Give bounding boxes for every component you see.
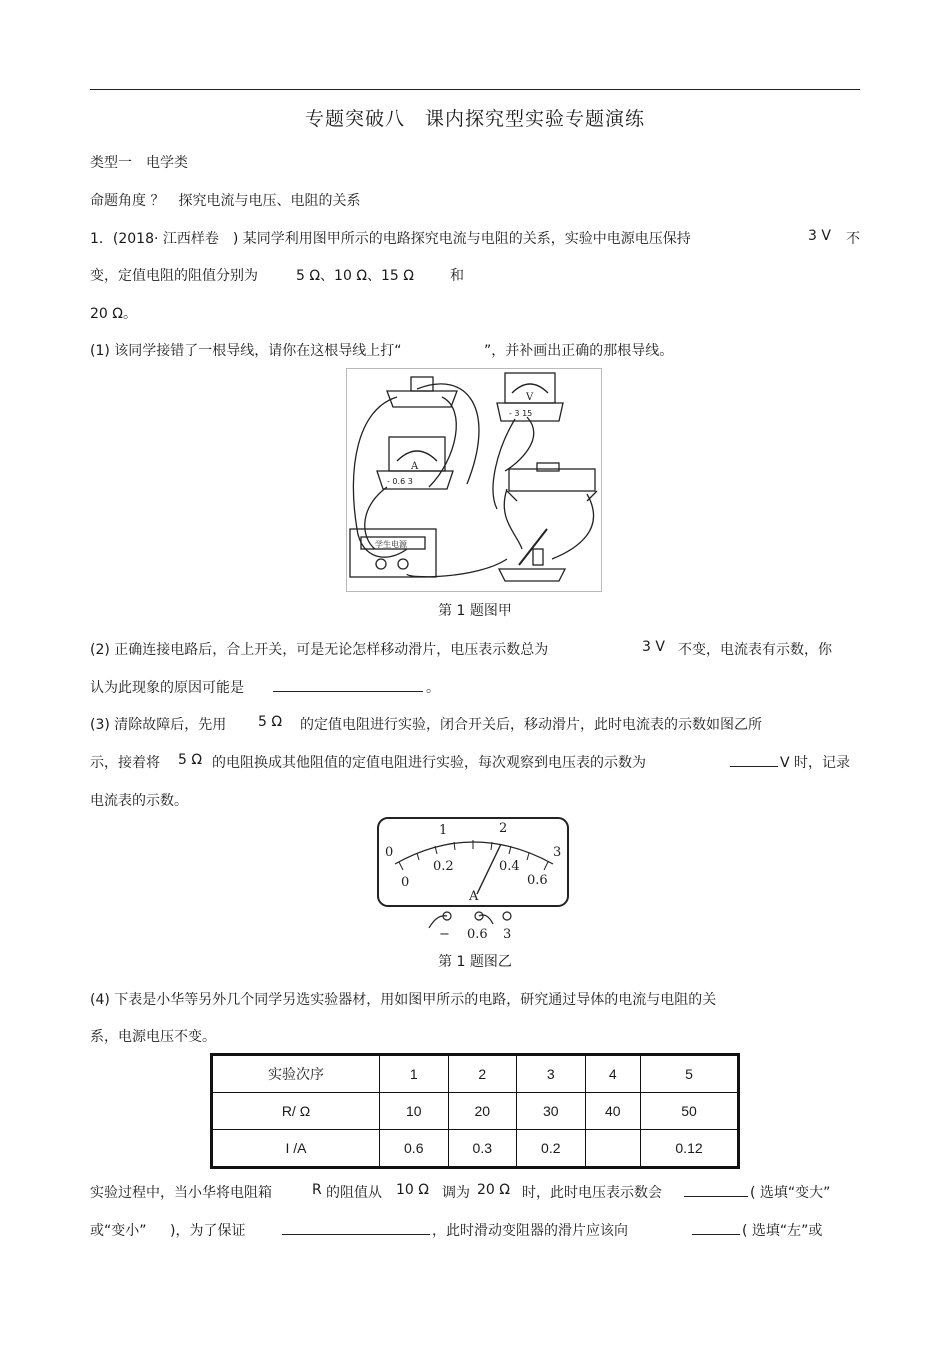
after-to: 20 Ω — [477, 1182, 510, 1198]
after-from: 10 Ω — [396, 1182, 429, 1198]
after-f: 或“变小” — [90, 1223, 147, 1239]
table-row — [212, 1093, 739, 1130]
header-rule — [90, 89, 860, 90]
answer-blank-direction[interactable] — [692, 1220, 740, 1235]
voltmeter-terminals: - 3 15 — [509, 409, 533, 418]
table-cell: 0.6 — [380, 1130, 449, 1168]
q1-part3-value: 5 Ω — [258, 714, 283, 730]
after-R: R — [312, 1182, 322, 1198]
q1-part2-value: 3 V — [642, 639, 665, 655]
answer-blank-cause[interactable] — [273, 677, 423, 692]
table-cell: 0.3 — [448, 1130, 517, 1168]
after-d: 时，此时电压表示数会 — [522, 1185, 662, 1201]
dial-upper-2: 2 — [499, 821, 508, 836]
after-c: 调为 — [442, 1185, 470, 1201]
dial-lower-0: 0 — [401, 875, 410, 890]
power-box-label: 学生电源 — [375, 540, 407, 549]
table-cell: 10 — [380, 1093, 449, 1130]
table-cell: 0.2 — [517, 1130, 586, 1168]
q1-part3-a: (3) 清除故障后，先用 — [90, 717, 227, 733]
type-heading: 类型一 电学类 — [90, 155, 188, 171]
table-cell: 1 — [380, 1055, 449, 1093]
q1-line1-end: 不 — [846, 231, 860, 247]
table-cell: 30 — [517, 1093, 586, 1130]
after-b: 的阻值从 — [326, 1185, 382, 1201]
q1-part1-b: ”，并补画出正确的那根导线。 — [484, 343, 674, 359]
table-cell: 5 — [641, 1055, 739, 1093]
dial-lower-2: 0.4 — [499, 859, 520, 874]
q1-part1-a: (1) 该同学接错了一根导线，请你在这根导线上打“ — [90, 343, 402, 359]
dial-unit: A — [469, 889, 479, 904]
table-cell: I /A — [212, 1130, 380, 1168]
table-cell: 4 — [585, 1055, 641, 1093]
dial-upper-3: 3 — [553, 845, 562, 860]
q1-line1: 1．(2018· 江西样卷 ) 某同学利用图甲所示的电路探究电流与电阻的关系，实验中电源电压保持 — [90, 231, 691, 247]
table-cell-empty[interactable] — [585, 1130, 641, 1168]
ammeter-figure — [377, 816, 570, 940]
q1-part3-value2: 5 Ω — [178, 752, 203, 768]
q1-line2-end: 和 — [450, 268, 464, 284]
terminal-negative: − — [439, 927, 450, 940]
answer-blank-purpose[interactable] — [282, 1220, 430, 1235]
data-table — [210, 1053, 740, 1169]
ammeter-label: A — [411, 461, 419, 472]
q1-part2-c: 认为此现象的原因可能是 — [90, 680, 244, 696]
terminal-3: 3 — [503, 927, 512, 940]
ammeter-terminals: - 0.6 3 — [387, 477, 413, 486]
ammeter-dial — [377, 816, 570, 940]
table-row — [212, 1130, 739, 1168]
after-i: ( 选填“左”或 — [742, 1223, 823, 1239]
dial-upper-1: 1 — [439, 823, 448, 838]
table-cell: 40 — [585, 1093, 641, 1130]
q1-part3-d: 的电阻换成其他阻值的定值电阻进行实验，每次观察到电压表的示数为 — [212, 755, 646, 771]
circuit-figure — [346, 368, 602, 592]
q1-line2: 变，定值电阻的阻值分别为 — [90, 268, 258, 284]
table-cell: 0.12 — [641, 1130, 739, 1168]
q1-line3: 20 Ω。 — [90, 306, 137, 322]
table-cell: 实验次序 — [212, 1055, 380, 1093]
q1-part3-c: 示，接着将 — [90, 755, 160, 771]
q1-part3-unit: V 时，记录 — [780, 755, 851, 771]
fig1-caption: 第 1 题图甲 — [438, 603, 512, 619]
voltmeter-label: V — [526, 392, 534, 403]
fig2-caption: 第 1 题图乙 — [438, 954, 512, 970]
page-title: 专题突破八 课内探究型实验专题演练 — [304, 108, 645, 130]
q1-part4-b: 系，电源电压不变。 — [90, 1029, 216, 1045]
after-a: 实验过程中，当小华将电阻箱 — [90, 1185, 272, 1201]
dial-lower-3: 0.6 — [527, 873, 548, 888]
q1-resistor-values: 5 Ω、10 Ω、15 Ω — [296, 268, 414, 284]
table-cell: R/ Ω — [212, 1093, 380, 1130]
circuit-diagram — [347, 369, 601, 591]
answer-blank-change[interactable] — [684, 1182, 748, 1197]
table-row — [212, 1055, 739, 1093]
q1-part4-a: (4) 下表是小华等另外几个同学另选实验器材，用如图甲所示的电路，研究通过导体的电流与电阻的关 — [90, 992, 717, 1008]
terminal-0-6: 0.6 — [467, 927, 488, 940]
table-cell: 3 — [517, 1055, 586, 1093]
angle-heading: 命题角度 ？ 探究电流与电压、电阻的关系 — [90, 193, 361, 209]
q1-part3-b: 的定值电阻进行实验，闭合开关后，移动滑片，此时电流表的示数如图乙所 — [300, 717, 762, 733]
q1-part2-end: 。 — [426, 680, 440, 696]
table-cell: 2 — [448, 1055, 517, 1093]
dial-upper-0: 0 — [385, 845, 394, 860]
dial-lower-1: 0.2 — [433, 859, 454, 874]
after-e: ( 选填“变大” — [750, 1185, 831, 1201]
q1-part3-e: 电流表的示数。 — [90, 793, 188, 809]
after-g: )，为了保证 — [170, 1223, 246, 1239]
answer-blank-voltage[interactable] — [730, 752, 778, 767]
q1-part2-a: (2) 正确连接电路后，合上开关，可是无论怎样移动滑片，电压表示数总为 — [90, 642, 549, 658]
q1-voltage: 3 V — [808, 228, 831, 244]
after-h: ，此时滑动变阻器的滑片应该向 — [432, 1223, 628, 1239]
q1-part2-b: 不变，电流表有示数，你 — [678, 642, 832, 658]
table-cell: 50 — [641, 1093, 739, 1130]
table-cell: 20 — [448, 1093, 517, 1130]
